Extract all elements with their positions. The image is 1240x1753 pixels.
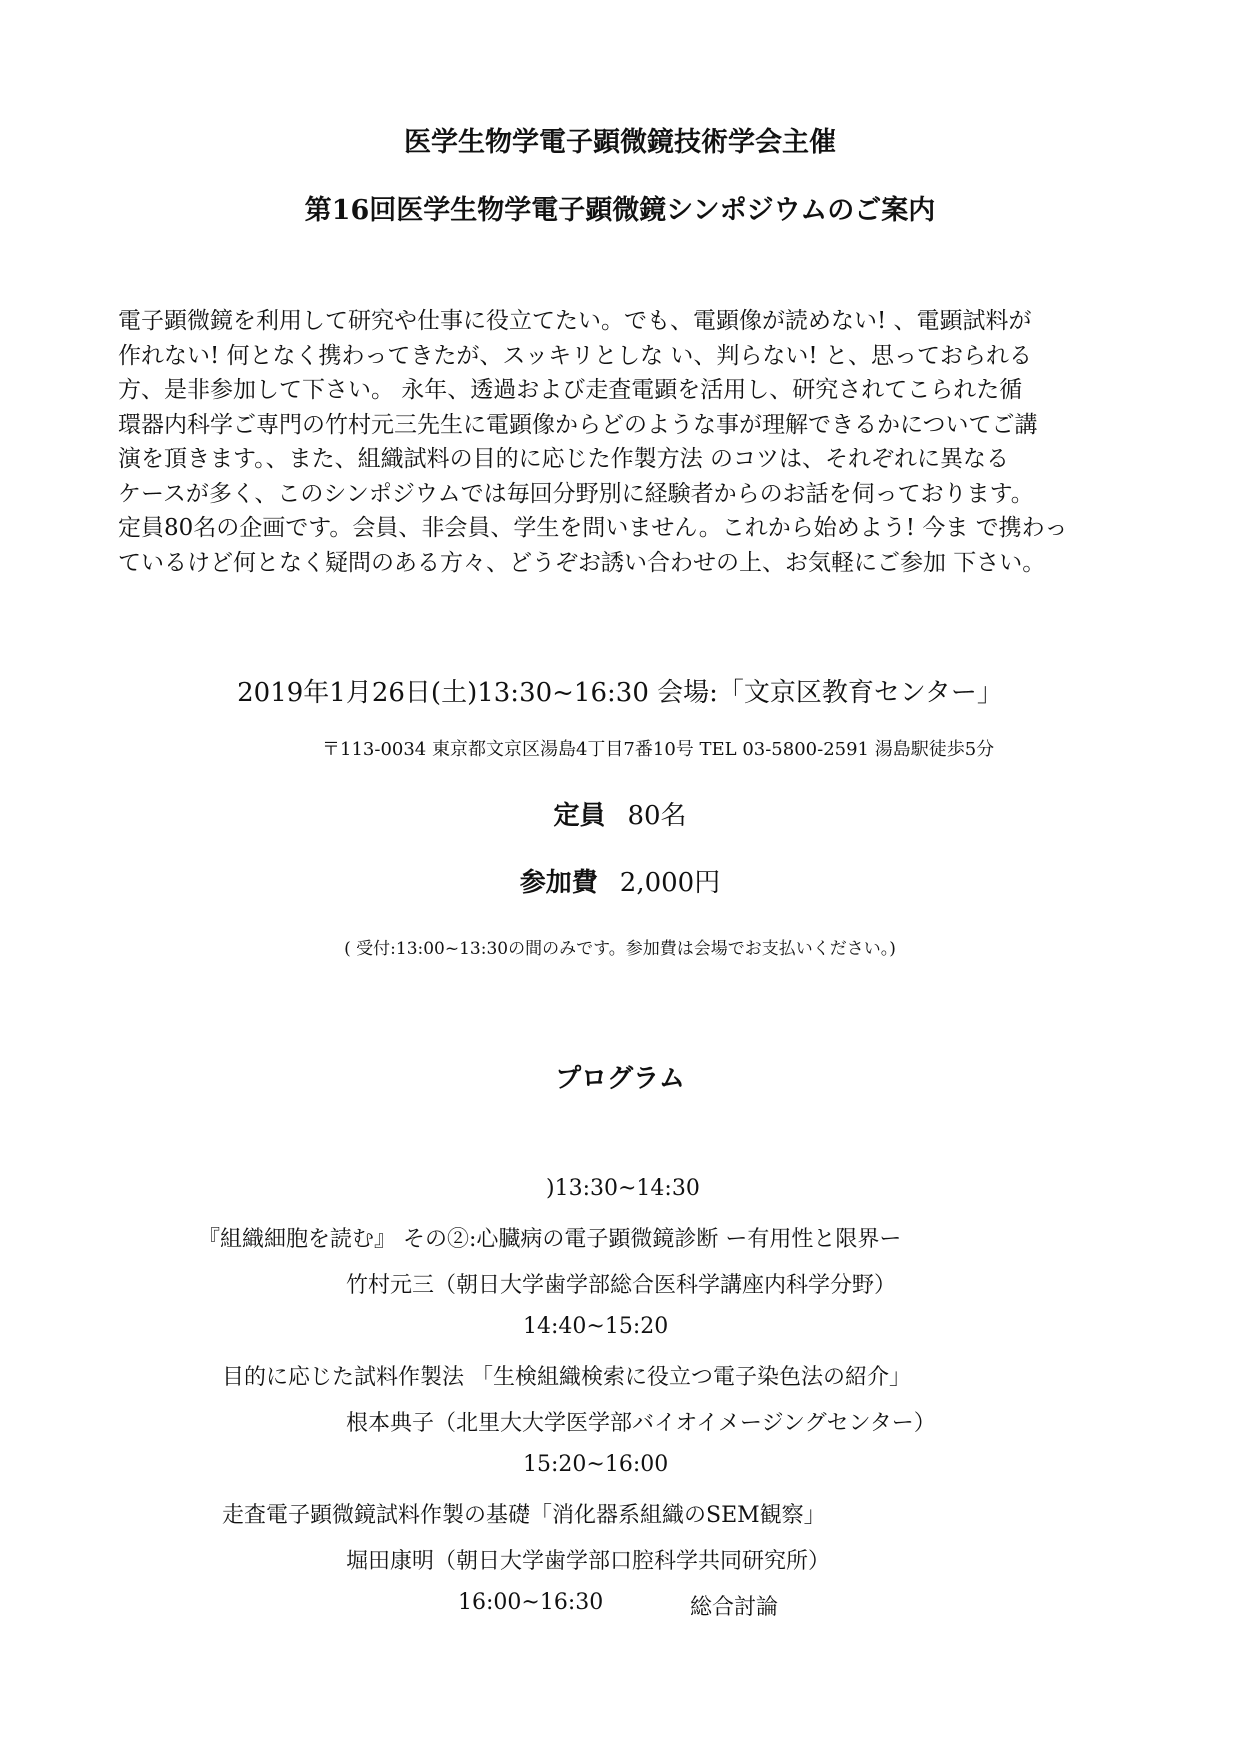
program-heading: プログラム bbox=[555, 1064, 685, 1094]
symposium-title: 第16回医学生物学電子顕微鏡シンポジウムのご案内 bbox=[304, 195, 936, 226]
intro-line: 定員80名の企画です。会員、非会員、学生を問いません。これから始めよう! 今ま で携わっ bbox=[118, 515, 1068, 541]
capacity-line bbox=[0, 795, 1240, 832]
intro-line: ているけど何となく疑問のある方々、どうぞお誘い合わせの上、お気軽にご参加 下さい。 bbox=[118, 549, 1046, 576]
venue-address: 〒113-0034 東京都文京区湯島4丁目7番10号 TEL 03-5800-2591 湯島駅徒歩5分 bbox=[322, 739, 995, 760]
session-1-speaker: 竹村元三（朝日大学歯学部総合医科学講座内科学分野） bbox=[346, 1273, 897, 1298]
intro-line: 作れない! 何となく携わってきたが、スッキリとしな い、判らない! と、思っておられる bbox=[118, 342, 1032, 369]
session-4-title: 総合討論 bbox=[690, 1595, 779, 1620]
session-4-time: 16:00~16:30 bbox=[458, 1590, 604, 1615]
intro-line: ケースが多く、このシンポジウムでは毎回分野別に経験者からのお話を伺っております。 bbox=[118, 480, 1034, 507]
intro-line: 方、是非参加して下さい。 永年、透過および走査電顕を活用し、研究されてこられた循 bbox=[118, 377, 1023, 403]
session-3-title: 走査電子顕微鏡試料作製の基礎「消化器系組織のSEM観察」 bbox=[222, 1503, 826, 1528]
fee-value: 2,000円 bbox=[619, 868, 721, 898]
session-1-title: 『組織細胞を読む』 その②:心臓病の電子顕微鏡診断 ー有用性と限界ー bbox=[198, 1227, 902, 1252]
intro-paragraph bbox=[118, 304, 1128, 580]
session-1-time: )13:30~14:30 bbox=[546, 1176, 700, 1201]
session-2-speaker: 根本典子（北里大大学医学部バイオイメージングセンター） bbox=[346, 1411, 936, 1436]
session-3-time: 15:20~16:00 bbox=[523, 1452, 669, 1477]
session-2-time: 14:40~15:20 bbox=[523, 1314, 669, 1339]
session-3-speaker: 堀田康明（朝日大学歯学部口腔科学共同研究所） bbox=[346, 1549, 831, 1574]
organizer-title: 医学生物学電子顕微鏡技術学会主催 bbox=[404, 127, 836, 158]
capacity-label: 定員 bbox=[553, 801, 606, 831]
fee-line bbox=[0, 862, 1240, 899]
event-datetime-venue: 2019年1月26日(土)13:30~16:30 会場:「文京区教育センター」 bbox=[237, 678, 1003, 708]
capacity-value: 80名 bbox=[627, 801, 687, 831]
session-2-title: 目的に応じた試料作製法 「生検組織検索に役立つ電子染色法の紹介」 bbox=[222, 1365, 911, 1390]
fee-label: 参加費 bbox=[519, 868, 598, 898]
intro-line: 演を頂きます。、また、組織試料の目的に応じた作製方法 のコツは、それぞれに異なる bbox=[118, 446, 1009, 472]
reception-note: ( 受付:13:00~13:30の間のみです。参加費は会場でお支払いください。) bbox=[344, 939, 896, 959]
intro-line: 電子顕微鏡を利用して研究や仕事に役立てたい。でも、電顕像が読めない! 、電顕試料が bbox=[118, 308, 1032, 334]
intro-line: 環器内科学ご専門の竹村元三先生に電顕像からどのような事が理解できるかについてご講 bbox=[118, 411, 1038, 438]
